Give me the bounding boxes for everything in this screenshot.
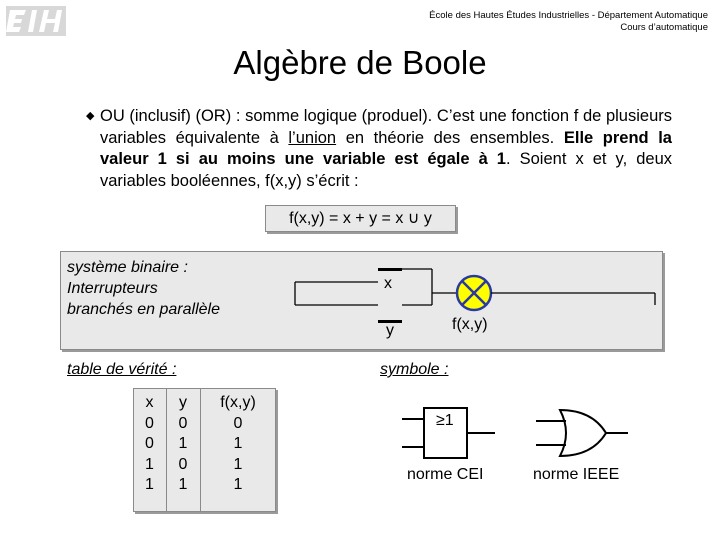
paragraph-text-1: OU (inclusif) (OR) : somme logique (produel). C’est une fonction f de plusieurs variables équivalente à bbox=[100, 107, 672, 147]
truth-table-header-x: x bbox=[145, 394, 154, 411]
binary-system-subtitle-1: Interrupteurs bbox=[67, 280, 158, 297]
truth-table-cell: 1 bbox=[233, 435, 243, 452]
cei-norm-label: norme CEI bbox=[407, 466, 484, 483]
lamp-output-label: f(x,y) bbox=[452, 316, 488, 333]
truth-table-cell: 0 bbox=[178, 455, 188, 473]
truth-table-cell: 0 bbox=[145, 435, 154, 452]
truth-table-header-y: y bbox=[179, 394, 187, 411]
header-course: Cours d’automatique bbox=[620, 22, 708, 33]
truth-table-cell: 1 bbox=[145, 455, 154, 473]
paragraph-bold: Elle prend la valeur 1 si au moins une variable est égale à 1 bbox=[100, 128, 672, 168]
paragraph-text-3: . Soient x et y, deux variables booléennes, f(x,y) s’écrit : bbox=[100, 150, 672, 190]
page-title: Algèbre de Boole bbox=[233, 44, 487, 81]
truth-table-cell: 0 bbox=[145, 414, 154, 432]
truth-table-cell: 1 bbox=[145, 476, 154, 493]
binary-system-heading: système binaire : bbox=[67, 259, 188, 276]
truth-table-cell: 1 bbox=[233, 476, 243, 493]
symbol-label: symbole : bbox=[380, 361, 449, 378]
or-gate-ieee-icon bbox=[536, 410, 628, 456]
switch-y-label: y bbox=[386, 322, 394, 339]
ieee-norm-label: norme IEEE bbox=[533, 466, 620, 483]
truth-table-cell: 1 bbox=[233, 455, 243, 473]
truth-table-cell: 0 bbox=[233, 414, 243, 432]
truth-table-cell: 1 bbox=[178, 476, 188, 493]
truth-table-label: table de vérité : bbox=[67, 361, 177, 378]
switch-x-label: x bbox=[384, 275, 392, 292]
truth-table-cell: 1 bbox=[178, 435, 188, 452]
header-institution: École des Hautes Études Industrielles - Département Automatique bbox=[429, 10, 708, 21]
paragraph-underlined: l’union bbox=[288, 128, 337, 147]
cei-gate-text: ≥1 bbox=[436, 412, 454, 429]
paragraph-text-2: en théorie des ensembles. bbox=[336, 128, 564, 147]
formula-box: f(x,y) = x + y = x ∪ y bbox=[265, 205, 456, 232]
bullet-icon: ◆ bbox=[86, 110, 95, 122]
truth-table-cell: 0 bbox=[178, 414, 188, 432]
truth-table-header-fxy: f(x,y) bbox=[220, 394, 256, 411]
binary-system-subtitle-2: branchés en parallèle bbox=[67, 301, 220, 318]
